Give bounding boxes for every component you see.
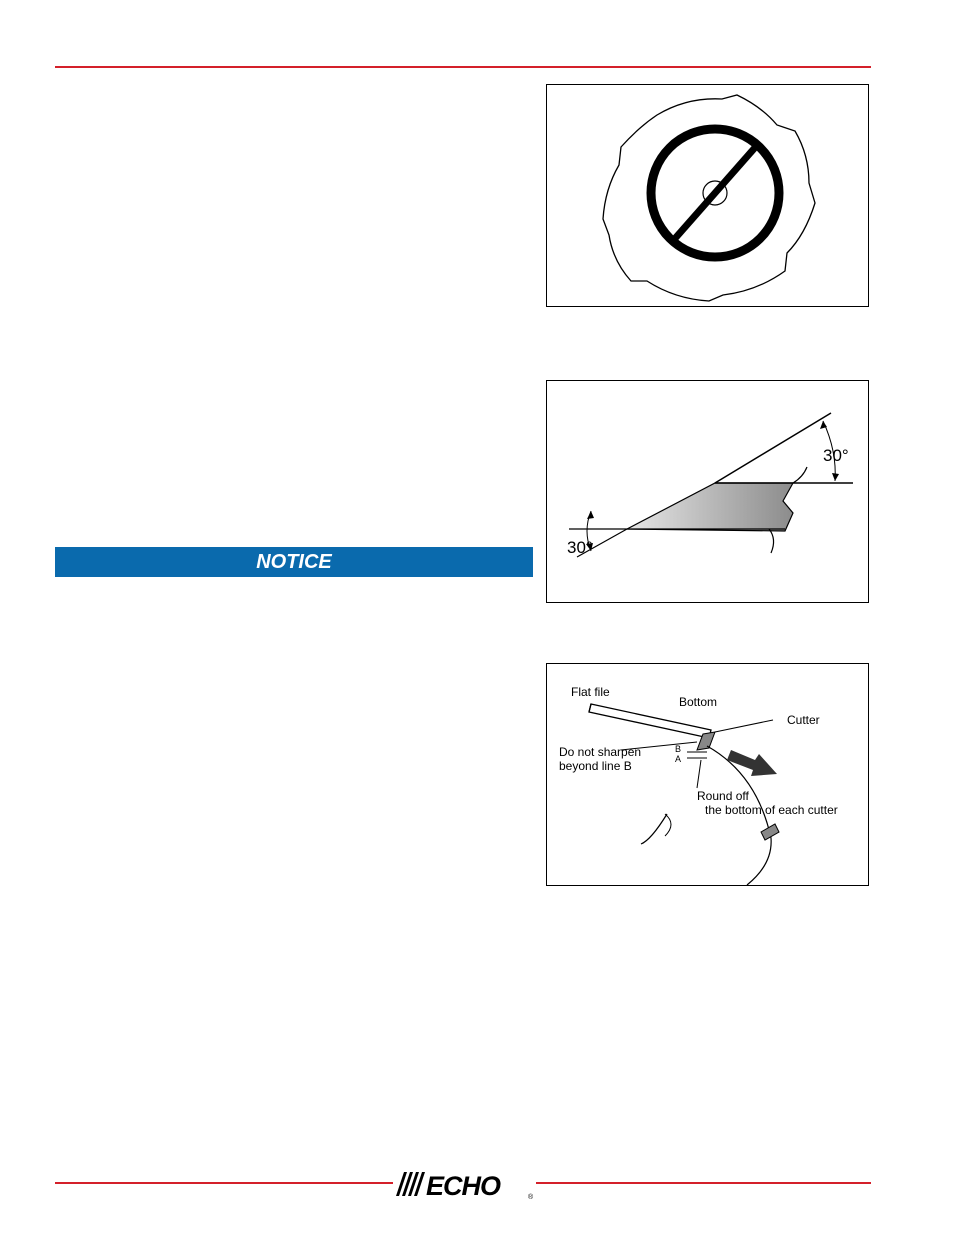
figure-sharpening-diagram [546,663,869,886]
footer-rule-left [55,1182,393,1184]
label-do-not-sharpen-2: beyond line B [559,759,632,773]
angle-label-top: 30° [823,446,849,465]
logo-registered-mark: ® [528,1194,534,1201]
label-do-not-sharpen-1: Do not sharpen [559,745,642,759]
label-round-off-2: the bottom of each cutter [705,803,838,817]
label-line-a: A [675,754,682,764]
prohibited-blade-icon [547,85,868,306]
label-bottom: Bottom [679,695,718,709]
notice-banner [55,547,533,577]
notice-label: NOTICE [256,551,332,573]
label-flat-file: Flat file [571,685,610,699]
figure-angle-diagram [546,380,869,603]
label-cutter: Cutter [787,713,820,727]
figure-blade-prohibited [546,84,869,307]
header-rule [55,66,871,68]
angle-label-bottom: 30° [567,538,593,557]
logo-text: ECHO [426,1171,501,1201]
echo-logo [388,1166,544,1202]
label-line-b: B [675,744,682,754]
label-round-off-1: Round off [697,789,749,803]
footer-rule-right [536,1182,871,1184]
